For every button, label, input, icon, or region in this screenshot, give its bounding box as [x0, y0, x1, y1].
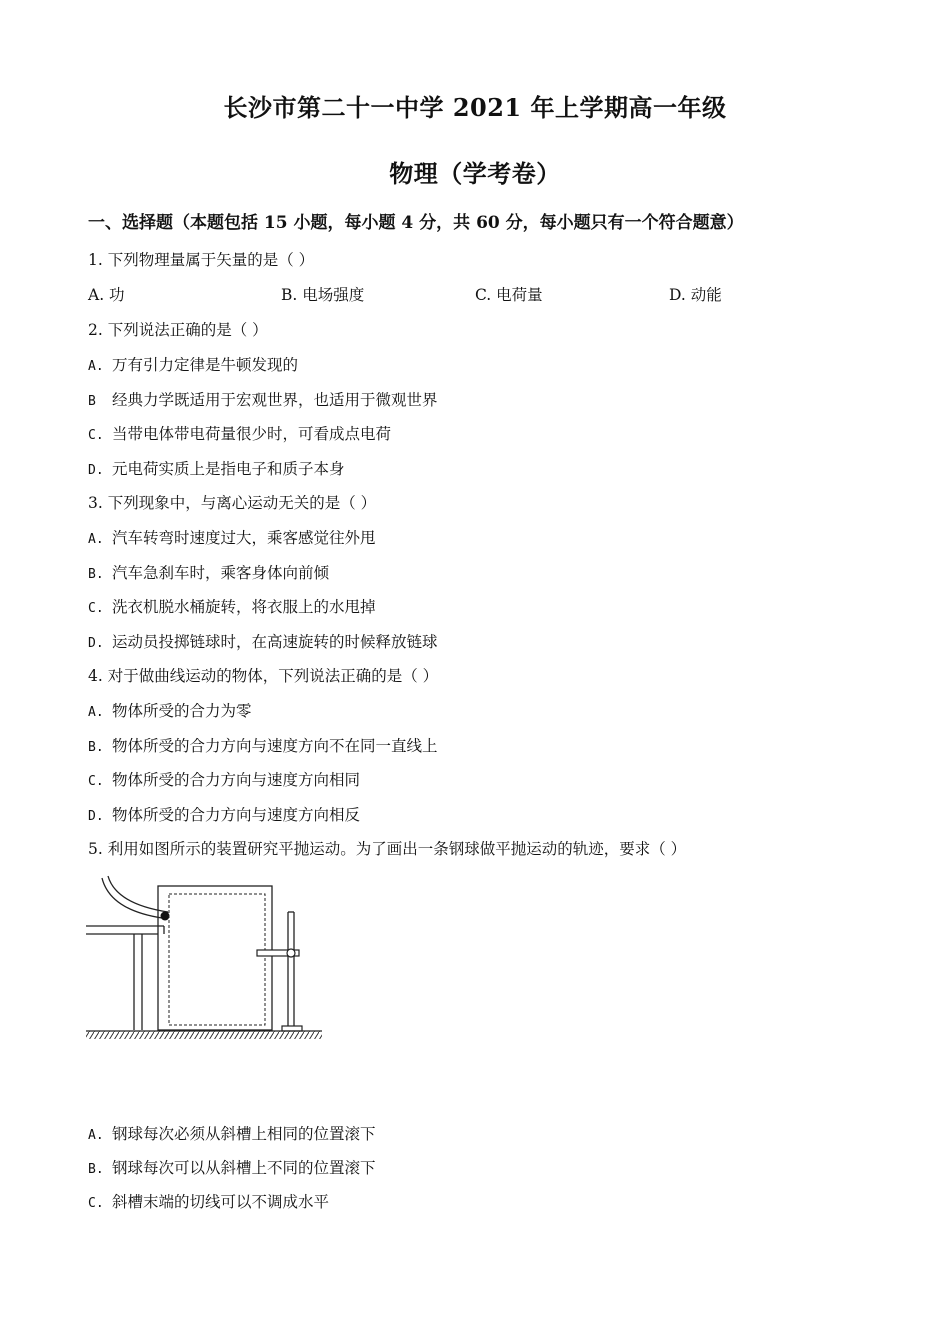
- question-5-stem: 5. 利用如图所示的装置研究平抛运动。为了画出一条钢球做平抛运动的轨迹，要求（ ）: [88, 840, 687, 858]
- incline-groove-inner: [108, 876, 168, 912]
- question-2-option-a: [88, 353, 298, 375]
- option-text: 钢球每次可以从斜槽上不同的位置滚下: [112, 1159, 376, 1177]
- question-3-option-c: [88, 595, 376, 617]
- question-1-stem: 1. 下列物理量属于矢量的是（ ）: [88, 251, 315, 269]
- option-text: 经典力学既适用于宏观世界，也适用于微观世界: [112, 391, 438, 409]
- apparatus-diagram: [84, 872, 328, 1042]
- question-5-option-b: [88, 1156, 376, 1178]
- option-letter: C.: [88, 428, 104, 443]
- option-letter: A.: [88, 532, 104, 547]
- backing-board: [158, 886, 272, 1030]
- option-letter: D.: [88, 463, 104, 478]
- question-2-option-b: [88, 388, 438, 410]
- question-2-option-c: [88, 422, 391, 444]
- question-1-options: [88, 283, 888, 305]
- option-letter: B: [88, 394, 96, 409]
- question-5-option-a: [88, 1122, 376, 1144]
- exam-subtitle: 物理（学考卷）: [389, 159, 561, 188]
- question-1-option-c: C. 电荷量: [475, 286, 543, 304]
- question-1-option-a: A. 功: [88, 286, 125, 304]
- question-5-option-c: [88, 1190, 329, 1212]
- option-text: 物体所受的合力方向与速度方向相反: [112, 806, 361, 824]
- question-4-option-d: [88, 803, 360, 825]
- option-letter: B.: [88, 1162, 104, 1177]
- option-text: 万有引力定律是牛顿发现的: [112, 356, 299, 374]
- option-text: 汽车转弯时速度过大，乘客感觉往外甩: [112, 529, 376, 547]
- option-text: 物体所受的合力方向与速度方向相同: [112, 771, 361, 789]
- option-letter: C.: [88, 1196, 104, 1211]
- section-heading: 一、选择题（本题包括 15 小题，每小题 4 分，共 60 分，每小题只有一个符合题意）: [88, 213, 744, 233]
- option-letter: D.: [88, 636, 104, 651]
- question-4-option-c: [88, 768, 360, 790]
- option-text: 斜槽末端的切线可以不调成水平: [112, 1193, 330, 1211]
- coordinate-paper: [169, 894, 265, 1025]
- question-3-stem: 3. 下列现象中，与离心运动无关的是（ ）: [88, 494, 377, 512]
- question-4-stem: 4. 对于做曲线运动的物体，下列说法正确的是（ ）: [88, 667, 439, 685]
- option-text: 运动员投掷链球时，在高速旋转的时候释放链球: [112, 633, 438, 651]
- question-2-stem: 2. 下列说法正确的是（ ）: [88, 321, 268, 339]
- option-text: 物体所受的合力方向与速度方向不在同一直线上: [112, 737, 438, 755]
- question-3-option-b: [88, 561, 329, 583]
- option-text: 元电荷实质上是指电子和质子本身: [112, 460, 345, 478]
- option-text: 汽车急刹车时，乘客身体向前倾: [112, 564, 330, 582]
- option-letter: A.: [88, 705, 104, 720]
- question-4-option-b: [88, 734, 438, 756]
- question-2-option-d: [88, 457, 345, 479]
- question-1-option-d: D. 动能: [669, 286, 722, 304]
- projectile-apparatus-figure: [84, 872, 328, 1042]
- question-3-option-d: [88, 630, 438, 652]
- question-4-option-a: [88, 699, 252, 721]
- option-letter: C.: [88, 601, 104, 616]
- option-letter: B.: [88, 740, 104, 755]
- option-text: 钢球每次必须从斜槽上相同的位置滚下: [112, 1125, 376, 1143]
- option-letter: C.: [88, 774, 104, 789]
- stand-base: [282, 1026, 302, 1031]
- steel-ball: [161, 912, 170, 921]
- option-letter: A.: [88, 359, 104, 374]
- option-text: 当带电体带电荷量很少时，可看成点电荷: [112, 425, 392, 443]
- question-1-option-b: B. 电场强度: [281, 286, 365, 304]
- option-letter: B.: [88, 567, 104, 582]
- option-text: 洗衣机脱水桶旋转，将衣服上的水甩掉: [112, 598, 376, 616]
- option-letter: D.: [88, 809, 104, 824]
- question-3-option-a: [88, 526, 376, 548]
- exam-title: 长沙市第二十一中学 2021 年上学期高一年级: [223, 93, 727, 122]
- option-text: 物体所受的合力为零: [112, 702, 252, 720]
- option-letter: A.: [88, 1128, 104, 1143]
